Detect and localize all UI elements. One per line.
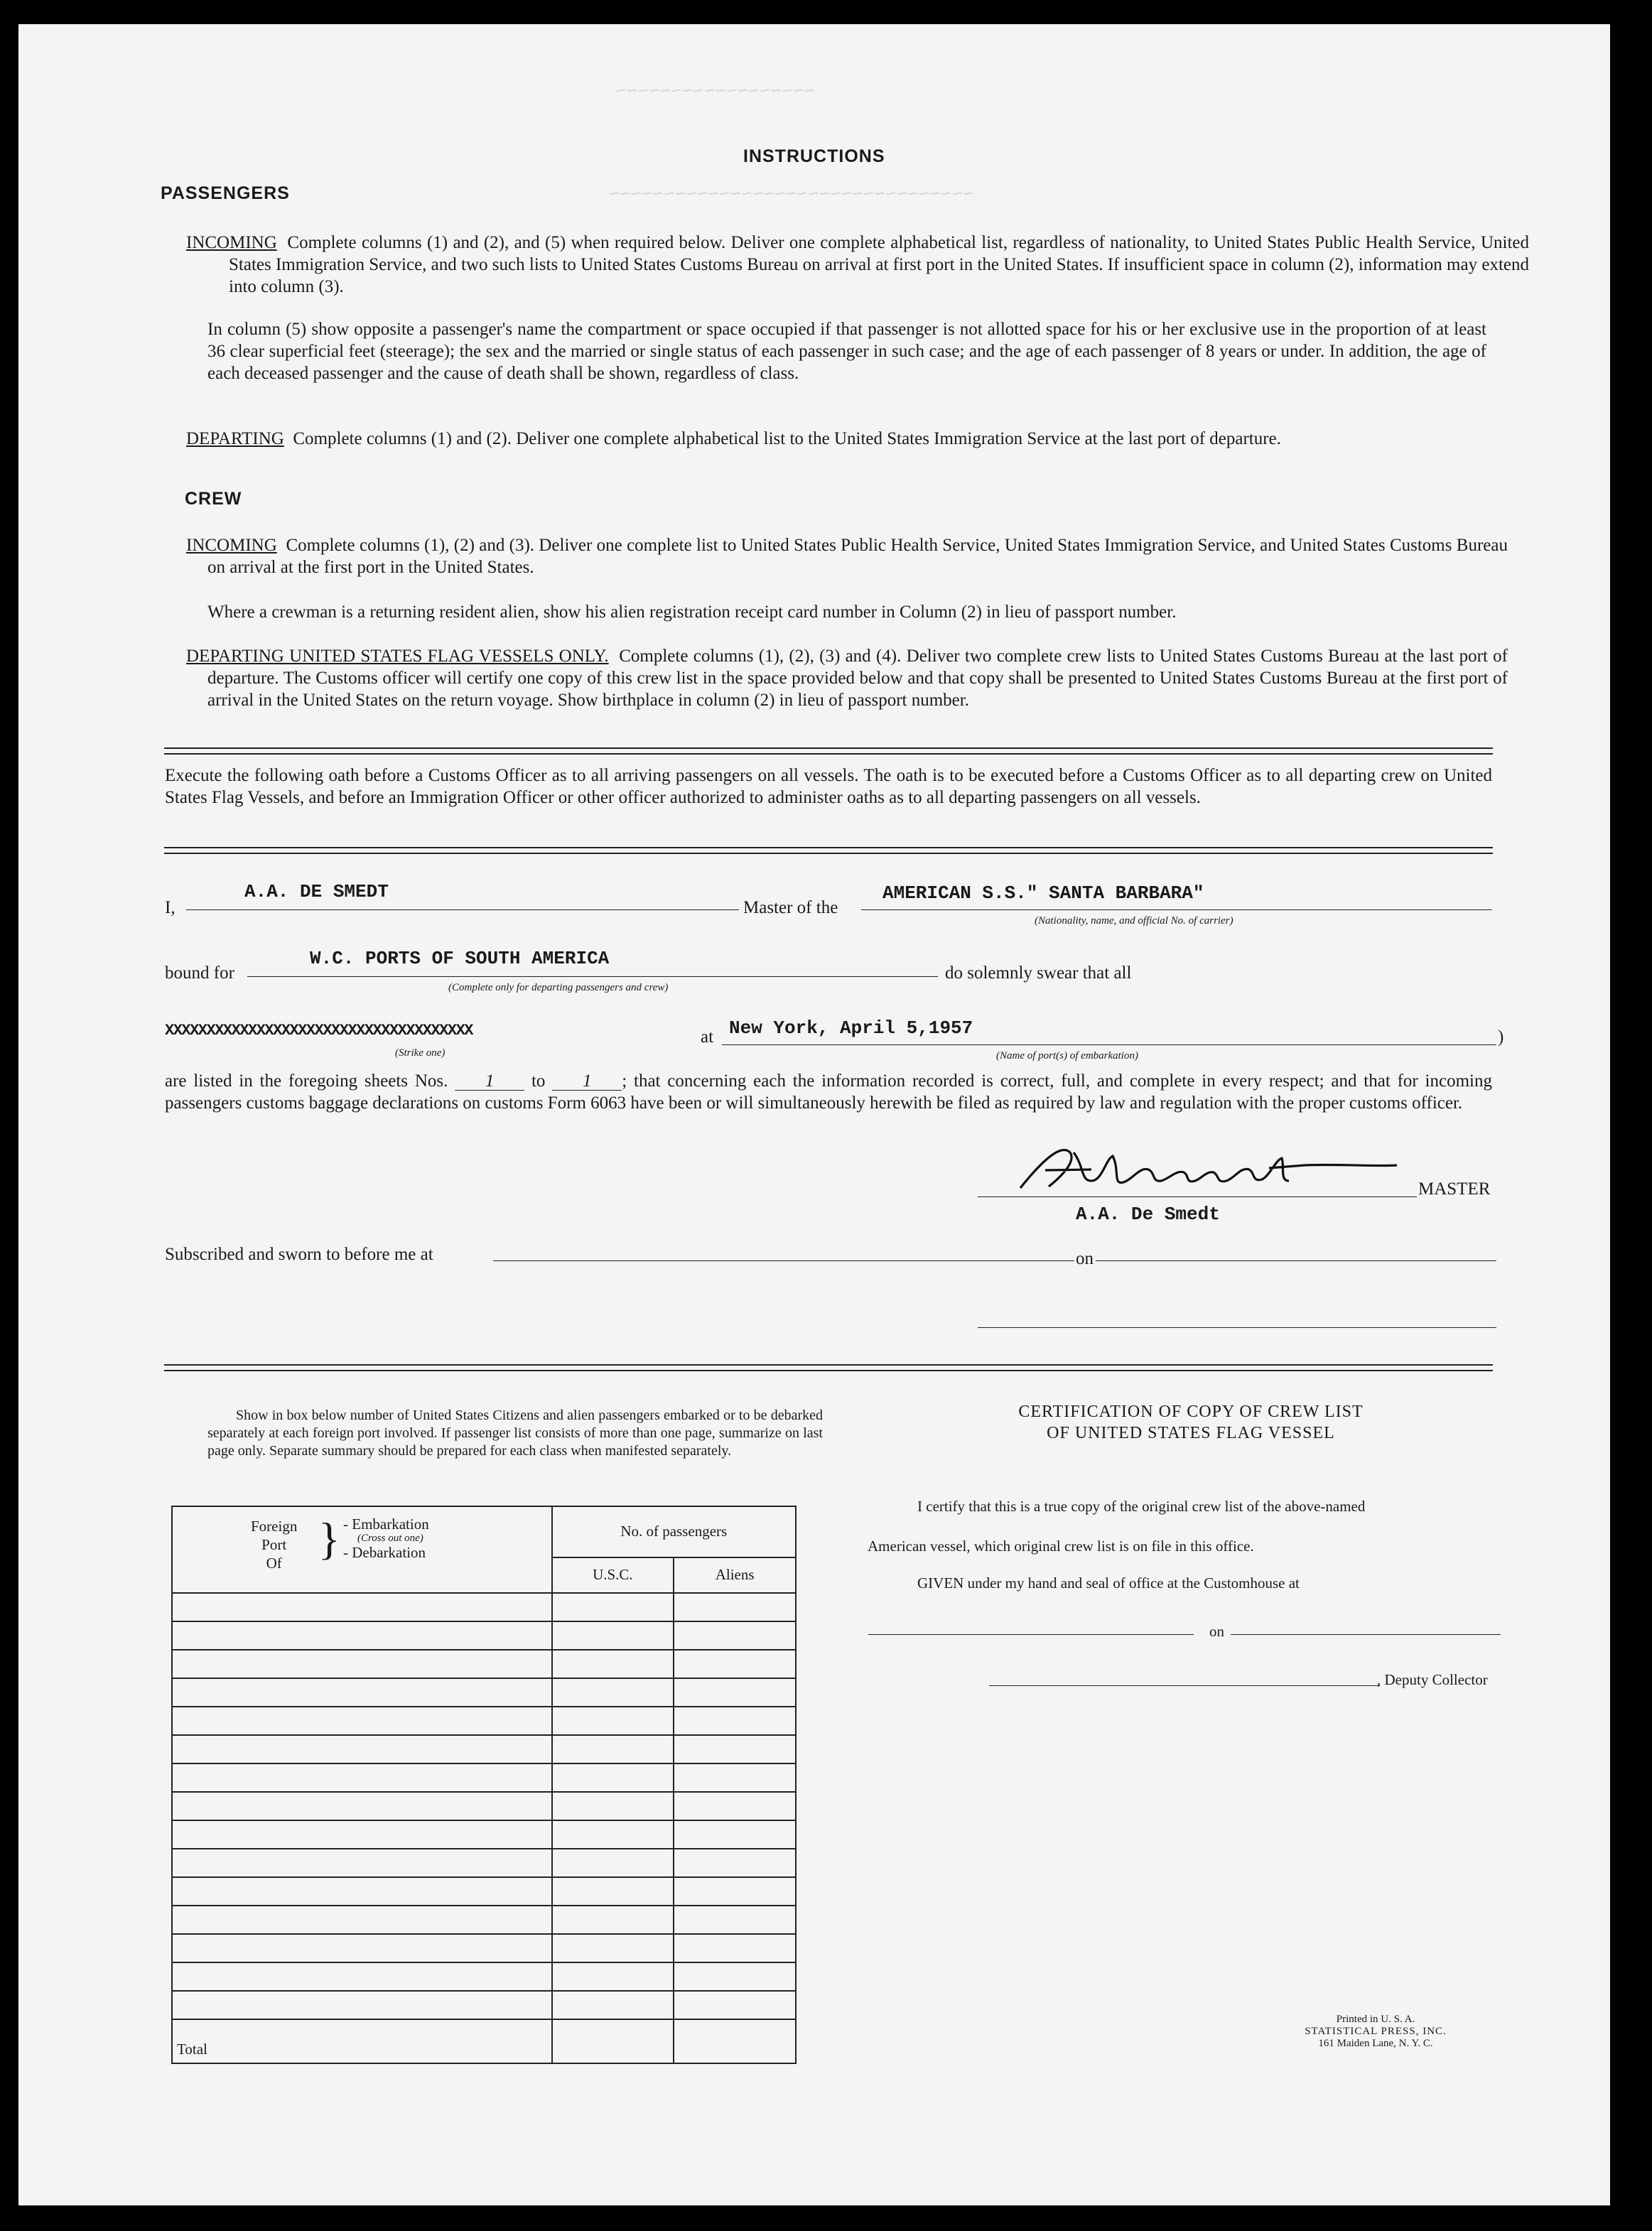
- master-title: MASTER: [1418, 1179, 1491, 1199]
- signature-name: A.A. De Smedt: [1076, 1204, 1220, 1225]
- summary-row: [172, 1678, 796, 1707]
- port-line: [722, 1044, 1496, 1045]
- crew-departing-label: DEPARTING UNITED STATES FLAG VESSELS ONLY.: [186, 647, 609, 666]
- aliens-cell[interactable]: [674, 1877, 796, 1906]
- port-cell[interactable]: [172, 1707, 552, 1735]
- subscribed-date-line: [1096, 1260, 1496, 1261]
- passengers-incoming-label: INCOMING: [186, 233, 277, 252]
- aliens-cell[interactable]: [674, 1621, 796, 1650]
- summary-row: [172, 1650, 796, 1678]
- bound-for-value: W.C. PORTS OF SOUTH AMERICA: [310, 948, 610, 969]
- usc-cell[interactable]: [552, 1849, 674, 1877]
- summary-row: [172, 1962, 796, 1991]
- vessel-line: [861, 909, 1492, 910]
- section-divider: [164, 1364, 1493, 1371]
- bound-caption: (Complete only for departing passengers and crew): [448, 982, 669, 993]
- port-cell[interactable]: [172, 1877, 552, 1906]
- debarkation-label: - Debarkation: [343, 1544, 426, 1561]
- sheet-to-value: 1: [552, 1073, 622, 1091]
- at-label: at: [701, 1027, 714, 1047]
- subscribed-place-line: [493, 1260, 1074, 1261]
- master-signature-line: [978, 1196, 1417, 1197]
- summary-table-body: [172, 1593, 796, 2019]
- total-label: Total: [172, 2019, 552, 2063]
- summary-row: [172, 1621, 796, 1650]
- bound-for-line: [247, 976, 938, 977]
- aliens-header: Aliens: [674, 1557, 796, 1593]
- certification-title-line2: OF UNITED STATES FLAG VESSEL: [1047, 1424, 1335, 1442]
- given-text: GIVEN under my hand and seal of office at the Customhouse at: [917, 1574, 1300, 1592]
- summary-row: [172, 1792, 796, 1820]
- certification-on-label: on: [1209, 1623, 1224, 1640]
- port-cell[interactable]: [172, 1593, 552, 1621]
- summary-note: Show in box below number of United States Citizens and alien passengers embarked or to be debarked separately at each foreign port involved. If passenger list consists of more than one page, summarize on last page only. Separate summary should be prepared for each class when manifested separately.: [207, 1408, 823, 1459]
- master-name-value: A.A. DE SMEDT: [244, 881, 389, 902]
- form-page: [18, 24, 1610, 2205]
- port-cell[interactable]: [172, 1678, 552, 1707]
- crew-incoming-paragraph: [186, 534, 1508, 578]
- of-label: Of: [266, 1555, 282, 1572]
- printer-line3: 161 Maiden Lane, N. Y. C.: [1318, 2038, 1433, 2049]
- crew-departing-text: Complete columns (1), (2), (3) and (4). Deliver two complete crew lists to United States Customs Bureau at the last port of departure. The Customs officer will certify one copy of this crew list in the space provided below and that copy shall be presented to United States Customs Bureau at the first port of arrival in the United States on the return voyage. Show birthplace in column (2) in lieu of passport number.: [207, 647, 1508, 710]
- port-date-value: New York, April 5,1957: [729, 1017, 973, 1039]
- bound-for-label: bound for: [165, 963, 234, 983]
- passenger-summary-table: [171, 1506, 797, 2064]
- struck-out-text: XXXXXXXXXXXXXXXXXXXXXXXXXXXXXXXXXXXXX: [165, 1022, 473, 1039]
- summary-row: [172, 1593, 796, 1621]
- swear-label: do solemnly swear that all: [945, 963, 1132, 983]
- port-cell[interactable]: [172, 1820, 552, 1849]
- column5-paragraph: In column (5) show opposite a passenger's name the compartment or space occupied if that passenger is not allotted space for his or her exclusive use in the proportion of at least 36 clear superficial feet (steerage); the sex and the married or single status of each passenger in such case; and the age of each passenger of 8 years or under. In addition, the age of each deceased passenger and the cause of death shall be shown, regardless of class.: [207, 320, 1486, 383]
- usc-header: U.S.C.: [552, 1557, 674, 1593]
- passengers-departing-paragraph: [186, 428, 1508, 450]
- sheet-from-value: 1: [455, 1073, 524, 1091]
- port-cell[interactable]: [172, 1991, 552, 2019]
- crew-heading: CREW: [185, 489, 242, 509]
- foreign-label: Foreign: [251, 1518, 298, 1535]
- vessel-value: AMERICAN S.S." SANTA BARBARA": [882, 882, 1204, 904]
- summary-row: [172, 1763, 796, 1792]
- instructions-title: INSTRUCTIONS: [743, 146, 885, 166]
- aliens-cell[interactable]: [674, 1763, 796, 1792]
- close-paren: ): [1498, 1027, 1504, 1047]
- usc-cell[interactable]: [552, 1906, 674, 1934]
- summary-row: [172, 1934, 796, 1962]
- port-cell[interactable]: [172, 1792, 552, 1820]
- certification-title: [878, 1401, 1503, 1444]
- aliens-cell[interactable]: [674, 1991, 796, 2019]
- section-divider: [164, 847, 1493, 854]
- port-cell[interactable]: [172, 1621, 552, 1650]
- summary-row: [172, 1707, 796, 1735]
- certify-text-line1: I certify that this is a true copy of the original crew list of the above-named: [917, 1498, 1366, 1515]
- summary-row: [172, 1820, 796, 1849]
- usc-cell[interactable]: [552, 1934, 674, 1962]
- printer-line1: Printed in U. S. A.: [1336, 2014, 1415, 2025]
- port-cell[interactable]: [172, 1934, 552, 1962]
- passengers-incoming-paragraph: [186, 232, 1529, 298]
- aliens-cell[interactable]: [674, 1678, 796, 1707]
- port-cell[interactable]: [172, 1735, 552, 1763]
- usc-cell[interactable]: [552, 1707, 674, 1735]
- brace-glyph: }: [318, 1513, 340, 1564]
- customhouse-line: [868, 1634, 1194, 1635]
- aliens-cell[interactable]: [674, 1650, 796, 1678]
- usc-cell[interactable]: [552, 1820, 674, 1849]
- bleed-through-text: ~~~~~~~~~~~~~~~~~~: [615, 81, 815, 102]
- vessel-caption: (Nationality, name, and official No. of carrier): [1035, 915, 1233, 927]
- to-label: to: [531, 1071, 546, 1091]
- officer-signature-line: [978, 1327, 1496, 1328]
- oath-instruction: Execute the following oath before a Customs Officer as to all arriving passengers on all vessels. The oath is to be executed before a Customs Officer as to all departing crew on United States Flag Vessels, and before an Immigration Officer or other officer authorized to administer oaths as to all departing passengers on all vessels.: [165, 766, 1492, 807]
- summary-row: [172, 1991, 796, 2019]
- aliens-cell[interactable]: [674, 1593, 796, 1621]
- aliens-cell[interactable]: [674, 1849, 796, 1877]
- usc-cell[interactable]: [552, 1593, 674, 1621]
- crew-incoming-text: Complete columns (1), (2) and (3). Deliver one complete list to United States Public Health Service, United States Immigration Service, and United States Customs Bureau on arrival at the first port in the United States.: [207, 536, 1508, 577]
- port-cell[interactable]: [172, 1763, 552, 1792]
- usc-cell[interactable]: [552, 1792, 674, 1820]
- no-of-passengers-header: No. of passengers: [552, 1506, 796, 1557]
- sheets-label: are listed in the foregoing sheets Nos.: [165, 1071, 448, 1091]
- port-cell[interactable]: [172, 1650, 552, 1678]
- sheets-paragraph: [165, 1070, 1492, 1114]
- aliens-cell[interactable]: [674, 1792, 796, 1820]
- i-label: I,: [165, 898, 176, 917]
- master-name-line: [186, 909, 739, 910]
- passengers-departing-label: DEPARTING: [186, 429, 284, 448]
- port-cell[interactable]: [172, 1906, 552, 1934]
- port-caption: (Name of port(s) of embarkation): [996, 1050, 1138, 1062]
- master-signature: [1006, 1138, 1404, 1202]
- strike-caption: (Strike one): [395, 1047, 446, 1059]
- usc-cell[interactable]: [552, 1735, 674, 1763]
- deputy-collector-label: , Deputy Collector: [1377, 1671, 1488, 1688]
- aliens-cell[interactable]: [674, 1962, 796, 1991]
- subscribed-label: Subscribed and sworn to before me at: [165, 1245, 433, 1264]
- deputy-collector-line: [989, 1685, 1380, 1686]
- printer-imprint: [1269, 2014, 1482, 2050]
- usc-cell[interactable]: [552, 1650, 674, 1678]
- master-of-label: Master of the: [743, 898, 838, 917]
- crew-resident-paragraph: Where a crewman is a returning resident alien, show his alien registration receipt card number in Column (2) in lieu of passport number.: [207, 603, 1177, 622]
- passengers-incoming-text: Complete columns (1) and (2), and (5) when required below. Deliver one complete alphabetical list, regardless of nationality, to United States Public Health Service, United States Immigration Service, and two such lists to United States Customs Bureau on arrival at first port in the United States. If insufficient space in column (2), information may extend into column (3).: [229, 233, 1529, 296]
- usc-cell[interactable]: [552, 1621, 674, 1650]
- certification-title-line1: CERTIFICATION OF COPY OF CREW LIST: [1018, 1403, 1364, 1421]
- aliens-cell[interactable]: [674, 1735, 796, 1763]
- aliens-cell[interactable]: [674, 1906, 796, 1934]
- aliens-cell[interactable]: [674, 1820, 796, 1849]
- sheets-rest: ; that concerning each the information recorded is correct, full, and complete in every respect; and that for incoming passengers customs baggage declarations on customs Form 6063 have been or will simultaneously herewith be filed as required by law and regulation with the proper customs officer.: [165, 1071, 1492, 1113]
- usc-cell[interactable]: [552, 1763, 674, 1792]
- summary-row: [172, 1735, 796, 1763]
- aliens-cell[interactable]: [674, 1707, 796, 1735]
- certify-text-line2: American vessel, which original crew list is on file in this office.: [868, 1538, 1254, 1555]
- printer-line2: STATISTICAL PRESS, INC.: [1305, 2026, 1447, 2037]
- crew-departing-paragraph: [186, 645, 1508, 711]
- summary-row: [172, 1906, 796, 1934]
- port-cell[interactable]: [172, 1962, 552, 1991]
- certification-date-line: [1231, 1634, 1501, 1635]
- embarkation-label: - Embarkation: [343, 1516, 429, 1533]
- aliens-cell[interactable]: [674, 1934, 796, 1962]
- usc-cell[interactable]: [552, 1877, 674, 1906]
- summary-row: [172, 1849, 796, 1877]
- port-cell[interactable]: [172, 1849, 552, 1877]
- subscribed-on-label: on: [1076, 1249, 1094, 1268]
- crew-incoming-label: INCOMING: [186, 536, 277, 555]
- passengers-departing-text: Complete columns (1) and (2). Deliver one complete alphabetical list to the United States Immigration Service at the last port of departure.: [293, 429, 1281, 448]
- port-label: Port: [261, 1536, 287, 1553]
- passengers-heading: PASSENGERS: [161, 183, 290, 203]
- total-aliens-cell[interactable]: [674, 2019, 796, 2063]
- summary-row: [172, 1877, 796, 1906]
- usc-cell[interactable]: [552, 1962, 674, 1991]
- foreign-port-header: [172, 1506, 552, 1593]
- usc-cell[interactable]: [552, 1991, 674, 2019]
- total-usc-cell[interactable]: [552, 2019, 674, 2063]
- section-divider: [164, 747, 1493, 755]
- cross-out-caption: (Cross out one): [357, 1533, 423, 1544]
- usc-cell[interactable]: [552, 1678, 674, 1707]
- bleed-through-text: ~~~~~~~~~~~~~~~~~~~~~~~~~~~~~~~~~: [608, 184, 974, 205]
